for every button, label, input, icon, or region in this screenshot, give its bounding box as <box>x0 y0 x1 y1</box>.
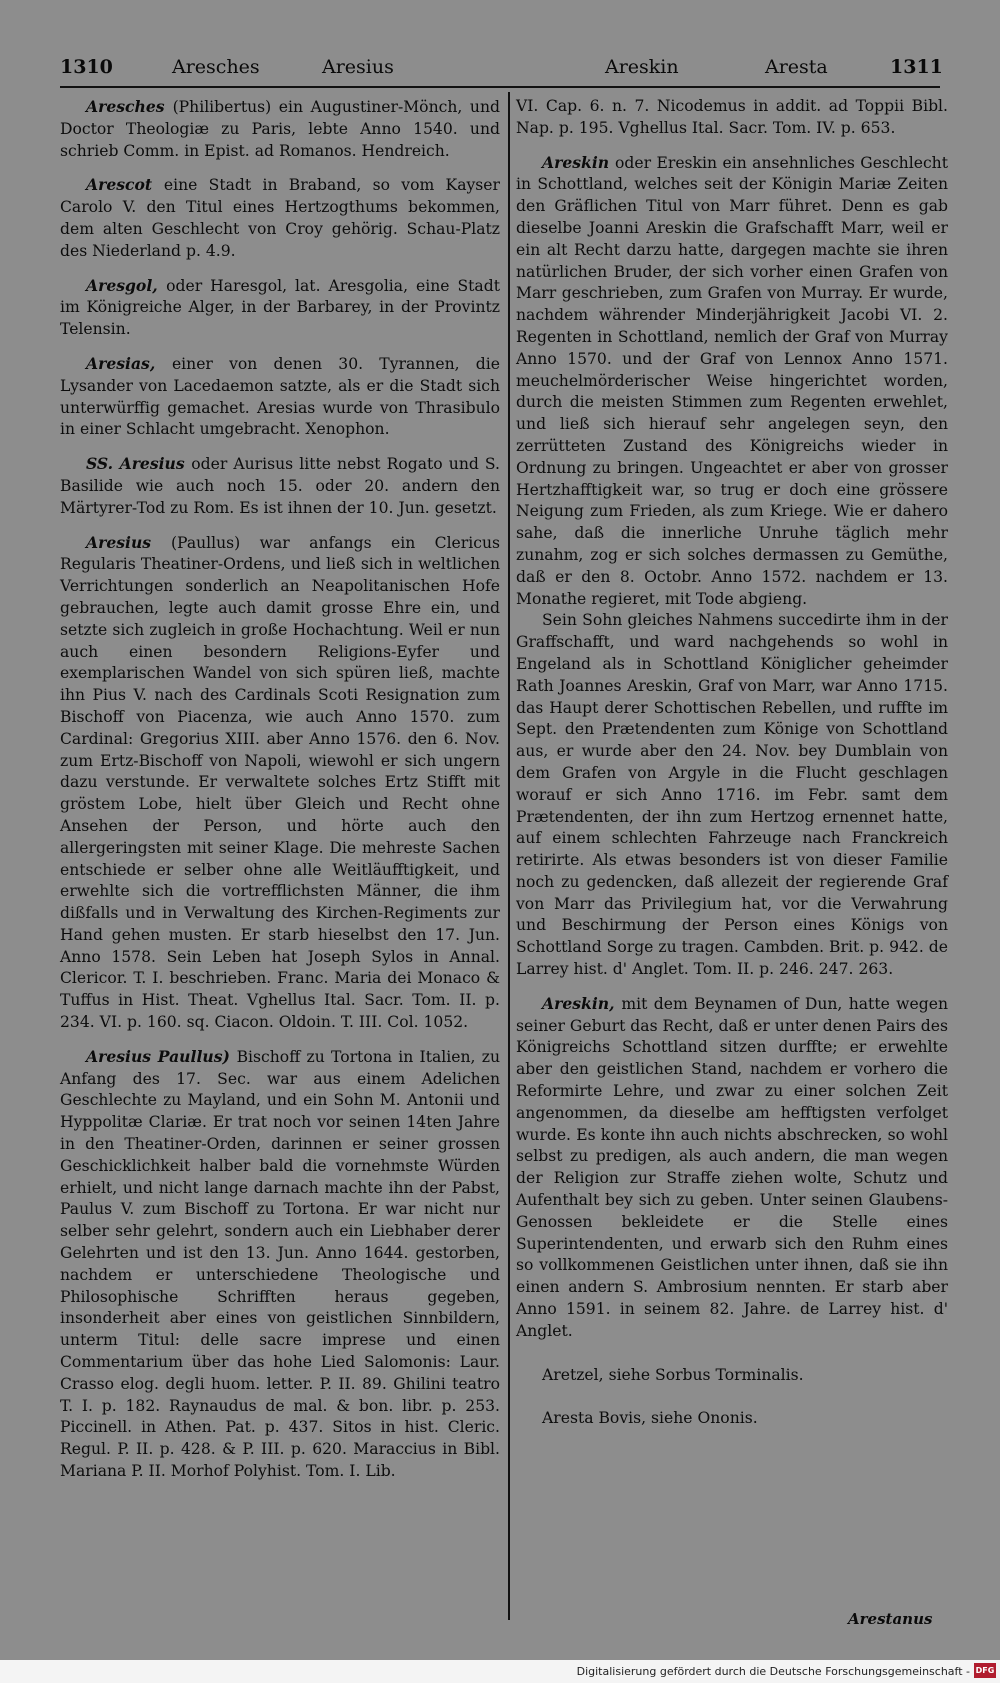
right-catchword-1: Areskin <box>605 56 679 78</box>
entry-text: (Paullus) war anfangs ein Clericus Regularis Theatiner-Ordens, und ließ sich in weltlichen Verrichtungen sonderlich an Neapolitanischen Hofe gebrauchen, legte auch damit grosse Ehre ein, und setzte sich zugleich in große Hochachtung. Weil er nun auch einen besondern Religions-Eyfer und exemplarischen Wandel von sich spüren ließ, machte ihn Pius V. nach des Cardinals Scoti Resignation zum Bischoff von Piacenza, wie auch Anno 1570. zum Cardinal: Gregorius XIII. aber Anno 1576. den 6. Nov. zum Ertz-Bischoff von Napoli, wiewohl er sich ungern dazu verstunde. Er verwaltete solches Ertz Stifft mit gröstem Lobe, hielt über Gleich und Recht ohne Ansehen der Person, und hörte auch den allergeringsten mit seiner Klage. Die mehreste Sachen entschiede er selber ohne alle Weitläufftigkeit, und erwehlte sich die vortrefflichsten Männer, die ihm dißfalls und in Verwaltung des Kirchen-Regiments zur Hand gehen musten. Er starb hieselbst den 17. Jun. Anno 1578. Sein Leben hat Joseph Sylos in Annal. Clericor. T. I. beschrieben. Franc. Maria dei Monaco & Tuffus in Hist. Theat. Vghellus Ital. Sacr. Tom. II. p. 234. VI. p. 160. sq. Ciacon. Oldoin. T. III. Col. 1052. <box>60 533 501 1032</box>
entry-text: einer von denen 30. Tyrannen, die Lysander von Lacedaemon satzte, als er die Stadt sich unterwürffig gemachet. Aresias wurde von Thrasibulo in einer Schlacht umgebracht. Xenophon. <box>60 354 500 439</box>
entry <box>60 532 500 1034</box>
right-page-number: 1311 <box>890 56 943 78</box>
entry-headword: Aresias, <box>86 353 172 373</box>
entry-text: siehe Ononis. <box>651 1409 758 1428</box>
entry-text: eine Stadt in Braband, so vom Kayser Carolo V. den Titul eines Hertzogthums bekommen, dem alten Geschlecht von Croy gehörig. Schau-Platz des Niederland p. 4.9. <box>60 176 500 260</box>
right-column <box>516 96 948 1430</box>
entry <box>60 96 500 162</box>
entry-text: mit dem Beynamen of Dun, hatte wegen seiner Geburt das Recht, daß er unter denen Pairs des Königreichs Schottland sitzen durffte; er erwehlte aber den geistlichen Stand, nachdem er vorhero die Reformirte Lehre, und zwar zu einer solchen Zeit angenommen, da dieselbe am hefftigsten verfolget wurde. Es konte ihn auch nichts abschrecken, so wohl selbst zu predigen, als auch andern, die man wegen der Religion zur Straffe ziehen wolte, Schutz und Aufenthalt bey sich zu geben. Unter seinen Glaubens-Genossen bekleidete er die Stelle eines Superintendenten, und erwarb sich den Ruhm eines so vollkommenen Geistlichen unter ihnen, daß sie ihn einen andern S. Ambrosium nennten. Er starb aber Anno 1591. in seinem 82. Jahre. de Larrey hist. d' Anglet. <box>516 994 948 1340</box>
entry-headword: Aretzel, <box>542 1365 609 1384</box>
entry-text: oder Haresgol, lat. Aresgolia, eine Stadt im Königreiche Alger, in der Barbarey, in der Provintz Telensin. <box>60 276 500 339</box>
dfg-logo-icon: DFG <box>974 1663 996 1678</box>
left-catchword-1: Aresches <box>172 56 260 78</box>
entry-text: siehe Sorbus Torminalis. <box>608 1365 804 1384</box>
entry-text: Bischoff zu Tortona in Italien, zu Anfang des 17. Sec. war aus einem Adelichen Geschlechte zu Mayland, und ein Sohn M. Antonii und Hyppolitæ Clariæ. Er trat noch vor seinen 14ten Jahre in den Theatiner-Orden, darinnen er seiner grossen Geschicklichkeit halber bald die vornehmste Würden erhielt, und nicht lange darnach machte ihn der Pabst, Paulus V. zum Bischoff zu Tortona. Er war nicht nur selber sehr gelehrt, sondern auch ein Liebhaber derer Gelehrten und ist den 13. Jun. Anno 1644. gestorben, nachdem er unterschiedene Theologische und Philosophische Schrifften heraus gegeben, insonderheit aber eines von geistlichen Sinnbildern, unterm Titul: delle sacre imprese und einen Commentarium über das hohe Lied Salomonis: Laur. Crasso elog. degli huom. letter. P. II. 89. Ghilini teatro T. I. p. 182. Raynaudus de mal. & bon. libr. p. 253. Piccinell. in Athen. Pat. p. 437. Sitos in hist. Cleric. Regul. P. II. p. 428. & P. III. p. 620. Maraccius in Bibl. Mariana P. II. Morhof Polyhist. Tom. I. Lib. <box>60 1047 500 1481</box>
column-divider <box>508 92 510 1620</box>
entry-text: oder Aurisus litte nebst Rogato und S. Basilide wie auch noch 15. oder 20. andern den Märtyrer-Tod zu Rom. Es ist ihnen der 10. Jun. gesetzt. <box>60 455 501 517</box>
bottom-catchword: Arestanus <box>848 1610 933 1628</box>
left-catchword-2: Aresius <box>322 56 394 78</box>
entry-headword: SS. Aresius <box>86 454 192 474</box>
entry-headword: Aresches <box>86 97 173 116</box>
entry-headword: Aresius <box>86 532 171 552</box>
entry <box>60 353 500 441</box>
entry-headword: Arescot <box>86 175 164 195</box>
entry-text: (Philibertus) ein Augustiner-Mönch, und Doctor Theologiæ zu Paris, lebte Anno 1540. und schrieb Comm. in Epist. ad Romanos. Hendreich. <box>60 98 500 160</box>
entry-headword: Aresius Paullus) <box>86 1046 237 1066</box>
entry <box>516 152 948 981</box>
entry-headword: Aresta Bovis, <box>542 1409 652 1428</box>
entry <box>516 1365 948 1387</box>
entry-text: oder Ereskin ein ansehnliches Geschlecht in Schottland, welches seit der Königin Mariæ Zeiten den Gräflichen Titul von Marr führet. Denn es gab dieselbe Joanni Areskin die Grafschafft Marr, weil er ein alt Recht darzu hatte, dargegen machte sie ihren natürlichen Bruder, der sich vorher einen Grafen von Marr geschrieben, zum Grafen von Murray. Er wurde, nachdem währender Minderjährigkeit Jacobi VI. 2. Regenten in Schottland, nemlich der Graf von Murray Anno 1570. und der Graf von Lennox Anno 1571. meuchelmörderischer Weise hingerichtet worden, durch die meisten Stimmen zum Regenten erwehlet, und ließ sich hierauf sehr angelegen seyn, den zerrütteten Zustand des Königreichs wieder in Ordnung zu bringen. Ungeachtet er aber von grosser Hertzhafftigkeit war, so trug er doch eine grössere Neigung zum Frieden, als zum Kriege. Wie er dahero sahe, daß die innerliche Unruhe täglich mehr zunahm, zog er sich solches dermassen zu Gemüthe, daß er den 8. Octobr. Anno 1572. nachdem er 13. Monathe regieret, mit Tode abgieng. <box>516 153 948 608</box>
entry <box>60 275 500 341</box>
entry <box>516 1408 948 1430</box>
footer-bar <box>0 1660 1000 1683</box>
entry-headword: Aresgol, <box>86 275 167 295</box>
entry <box>60 174 500 262</box>
continuation-text: VI. Cap. 6. n. 7. Nicodemus in addit. ad Toppii Bibl. Nap. p. 195. Vghellus Ital. Sacr. Tom. IV. p. 653. <box>516 97 948 137</box>
entry-headword: Areskin, <box>542 993 622 1013</box>
footer-credit: Digitalisierung gefördert durch die Deutsche Forschungsgemeinschaft - <box>576 1665 970 1678</box>
left-column <box>60 96 500 1495</box>
entry <box>60 453 500 519</box>
entry-headword: Areskin <box>542 152 615 172</box>
right-catchword-2: Aresta <box>765 56 828 78</box>
entry <box>516 993 948 1343</box>
entry-paragraph: Sein Sohn gleiches Nahmens succedirte ihm in der Graffschafft, und ward nachgehends so wohl in Engeland als in Schottland Königlicher geheimder Rath Joannes Areskin, Graf von Marr, war Anno 1715. das Haupt derer Schottischen Rebellen, und ruffte im Sept. den Prætendenten zum Könige von Schottland aus, er wurde aber den 24. Nov. bey Dumblain von dem Grafen von Argyle in die Flucht geschlagen worauf er sich Anno 1716. im Febr. samt dem Prætendenten, der ihn zum Hertzog ernennet hatte, auf einem schlechten Fahrzeuge nach Franckreich retirirte. Als etwas besonders ist von dieser Familie noch zu gedencken, daß allezeit der regierende Graf von Marr das Privilegium hat, vor die Verwahrung und Beschirmung der Person eines Königs von Schottland Sorge zu tragen. Cambden. Brit. p. 942. de Larrey hist. d' Anglet. Tom. II. p. 246. 247. 263. <box>516 611 948 979</box>
page-header <box>60 56 943 86</box>
header-rule <box>60 86 940 88</box>
entry <box>60 1046 500 1483</box>
left-page-number: 1310 <box>60 56 113 78</box>
